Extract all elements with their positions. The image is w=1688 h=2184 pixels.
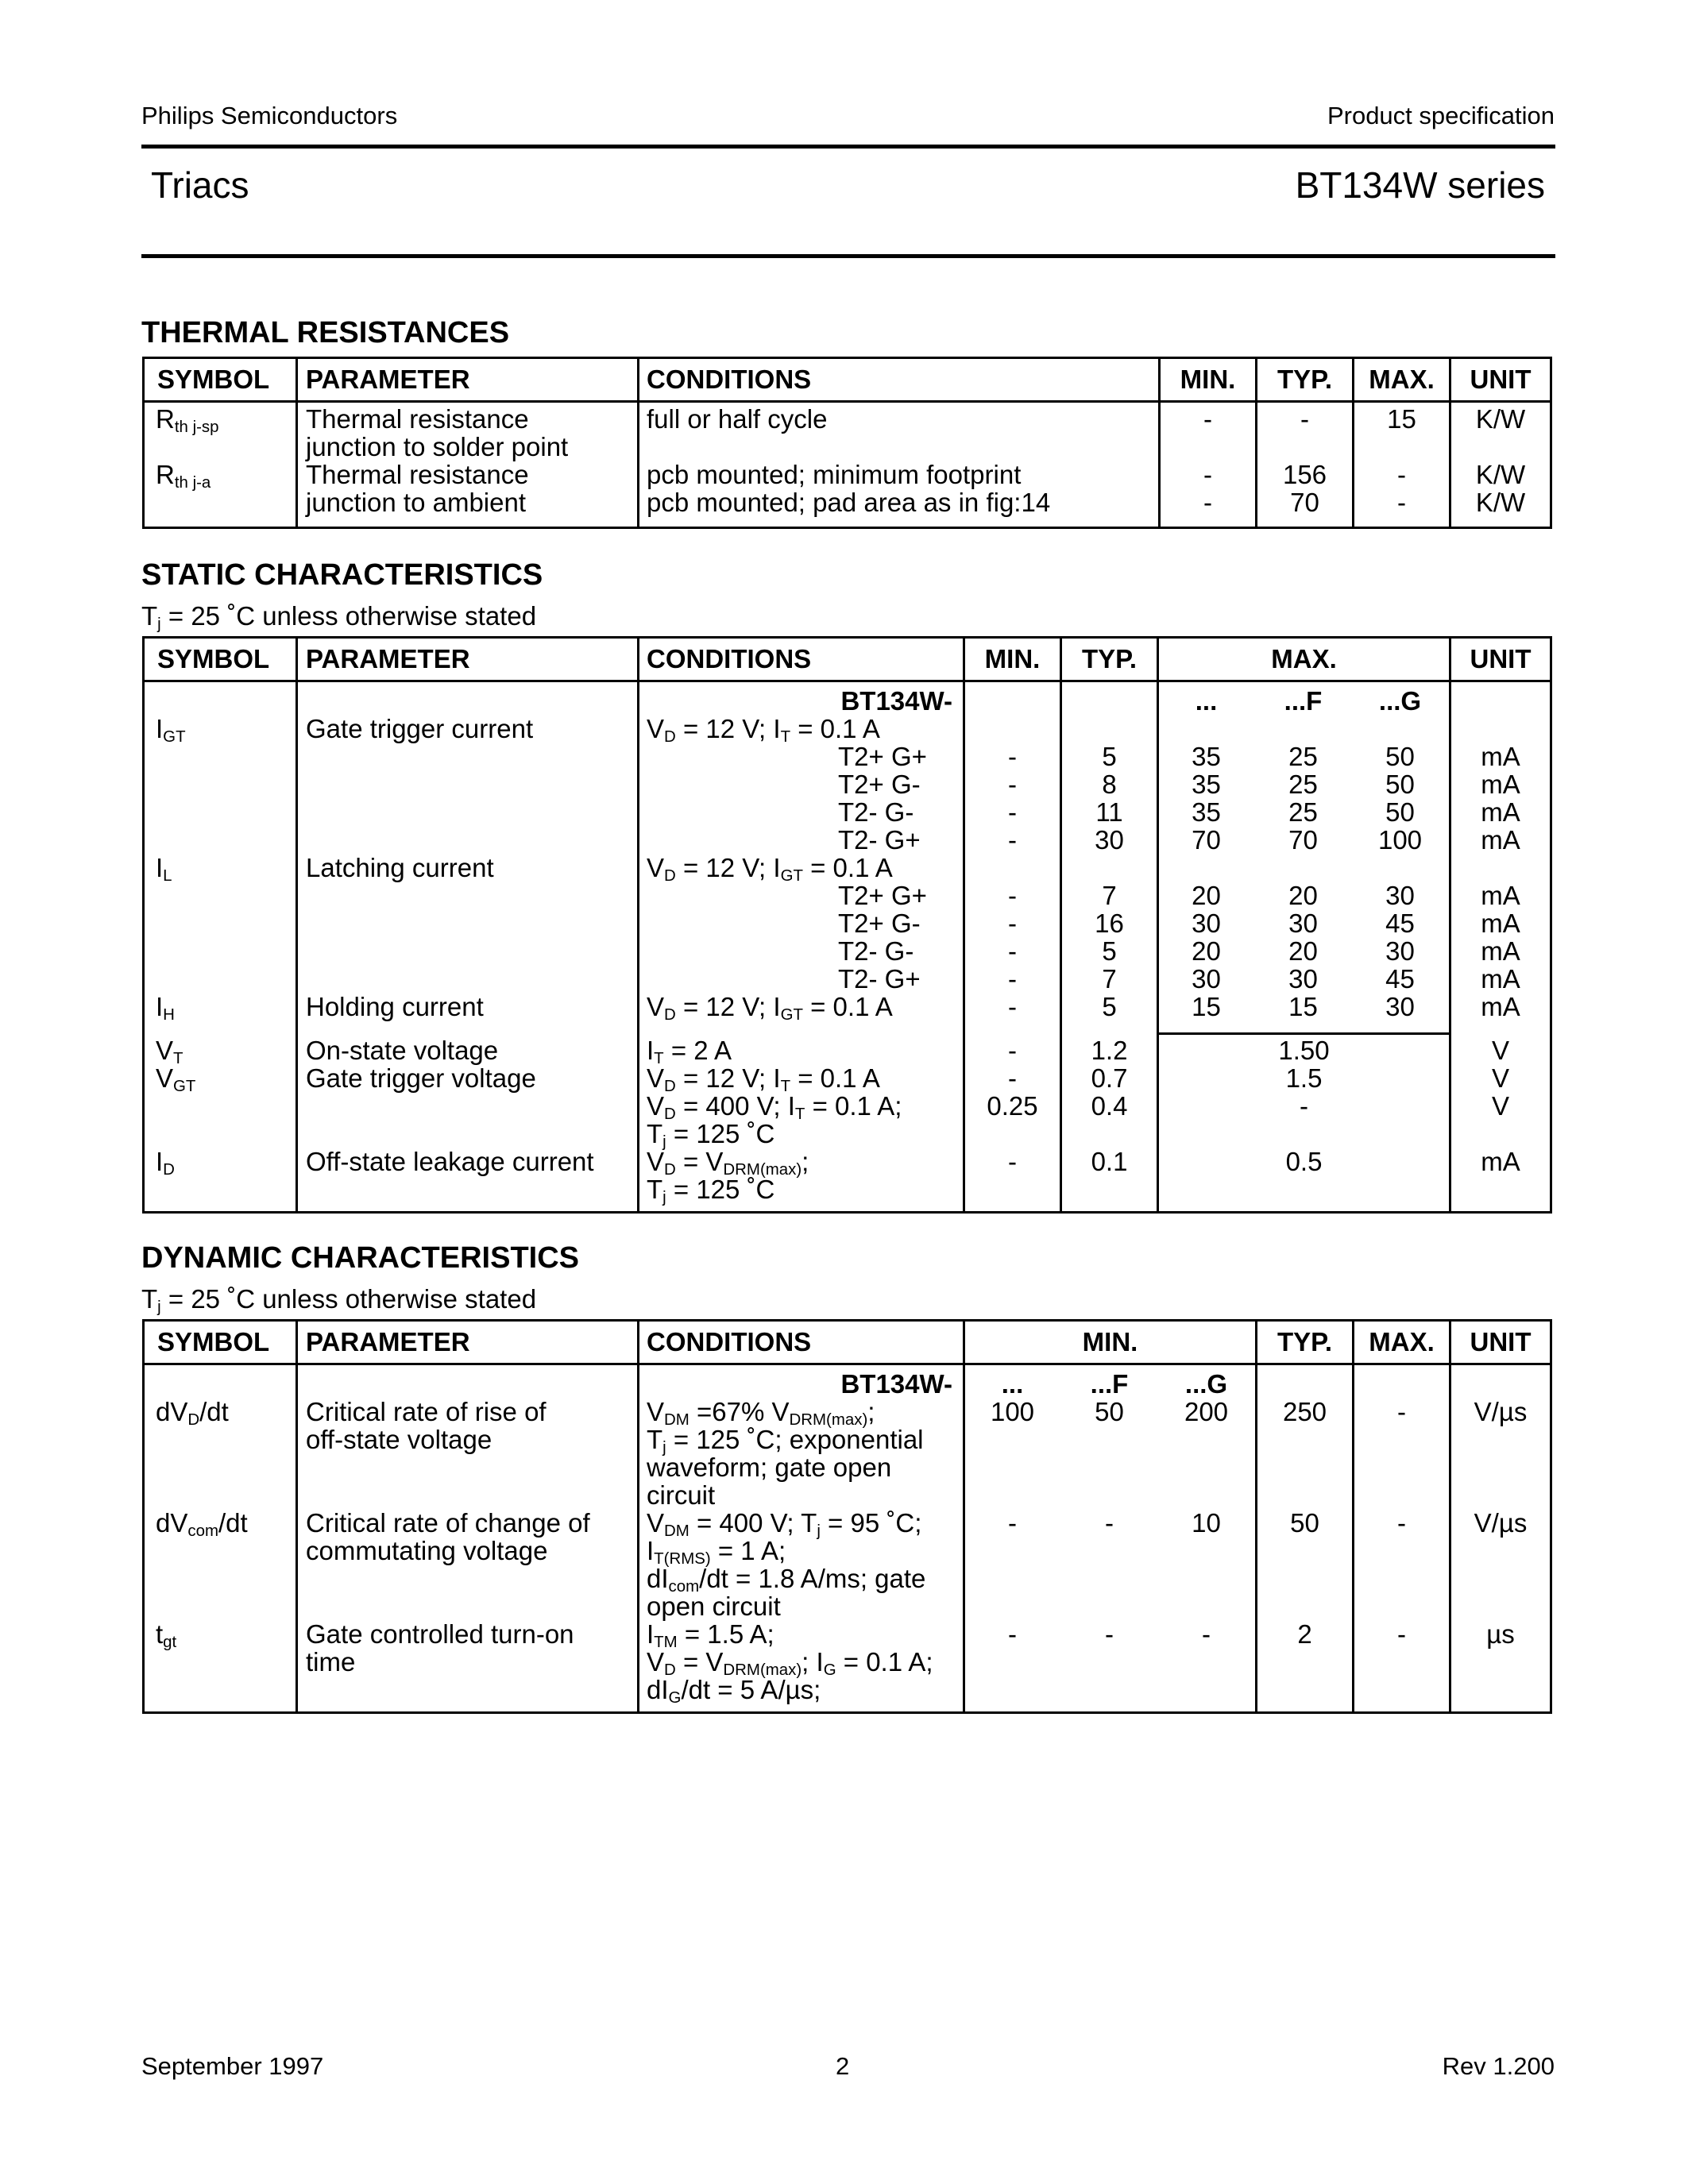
typ-value: 50 bbox=[1290, 1508, 1319, 1538]
header-conditions: CONDITIONS bbox=[647, 644, 812, 673]
static-section-title: STATIC CHARACTERISTICS bbox=[141, 558, 543, 592]
document-type: Product specification bbox=[1327, 102, 1555, 129]
unit-value: K/W bbox=[1475, 460, 1526, 489]
unit-value: V/µs bbox=[1474, 1397, 1528, 1426]
max-value: 1.50 bbox=[1278, 1036, 1330, 1065]
max-value: 100 bbox=[1377, 825, 1423, 855]
condition-text: $V_{DM} = 400$ V; $T_j = 95$ ˚C; bbox=[647, 1508, 922, 1540]
parameter-text: commutating voltage bbox=[306, 1536, 548, 1565]
min-value: - bbox=[1008, 992, 1017, 1021]
min-value: - bbox=[1105, 1619, 1114, 1649]
condition-text: $T_j = 125$ ˚C bbox=[647, 1119, 775, 1151]
condition-text: $dI_{com}/dt = 1.8$ A/ms; gate bbox=[647, 1564, 926, 1596]
header-parameter: PARAMETER bbox=[306, 365, 470, 394]
min-value: - bbox=[1008, 881, 1017, 910]
header-rule-bottom bbox=[141, 254, 1555, 258]
min-value: - bbox=[1008, 797, 1017, 827]
static-condition-note: $T_j = 25$ ˚C unless otherwise stated bbox=[141, 601, 537, 633]
typ-value: - bbox=[1300, 404, 1309, 434]
min-value: - bbox=[1008, 1147, 1017, 1176]
max-value: 25 bbox=[1288, 797, 1318, 827]
parameter-text: off-state voltage bbox=[306, 1425, 492, 1454]
header-conditions: CONDITIONS bbox=[647, 365, 812, 394]
symbol-igt: $I_{GT}$ bbox=[156, 714, 186, 746]
max-value: 20 bbox=[1192, 881, 1221, 910]
max-value: - bbox=[1397, 488, 1406, 517]
header-symbol: SYMBOL bbox=[157, 644, 270, 673]
unit-value: mA bbox=[1481, 770, 1520, 799]
variant-base: ... bbox=[1195, 686, 1218, 716]
table-divider bbox=[145, 680, 1550, 682]
condition-text: $T_j = 125$ ˚C bbox=[647, 1175, 775, 1206]
parameter-text: Gate controlled turn-on bbox=[306, 1619, 574, 1649]
max-value: 25 bbox=[1288, 742, 1318, 771]
condition-text: $V_D = 12$ V; $I_{GT} = 0.1$ A bbox=[647, 992, 893, 1024]
quadrant-label: T2+ G+ bbox=[838, 881, 927, 910]
condition-text: $V_D = 12$ V; $I_T = 0.1$ A bbox=[647, 1063, 880, 1095]
max-value: 25 bbox=[1288, 770, 1318, 799]
condition-text: $V_D = V_{DRM(max)}$; bbox=[647, 1147, 809, 1179]
dynamic-section-title: DYNAMIC CHARACTERISTICS bbox=[141, 1241, 579, 1275]
dynamic-table bbox=[142, 1319, 1552, 1714]
unit-value: V bbox=[1491, 1091, 1509, 1121]
condition-text: $V_D = 12$ V; $I_{GT} = 0.1$ A bbox=[647, 853, 893, 885]
min-value: - bbox=[1203, 460, 1212, 489]
table-divider bbox=[637, 359, 639, 527]
max-value: 15 bbox=[1192, 992, 1221, 1021]
min-value: - bbox=[1008, 1508, 1017, 1538]
min-value: - bbox=[1008, 1619, 1017, 1649]
symbol-tgt: $t_{gt}$ bbox=[156, 1619, 177, 1651]
max-value: 0.5 bbox=[1285, 1147, 1323, 1176]
parameter-text: Off-state leakage current bbox=[306, 1147, 594, 1176]
min-value: - bbox=[1008, 1063, 1017, 1093]
condition-text: full or half cycle bbox=[647, 404, 828, 434]
header-rule-top bbox=[141, 145, 1555, 149]
typ-value: 5 bbox=[1102, 936, 1117, 966]
header-max: MAX. bbox=[1369, 1327, 1435, 1356]
page-number: 2 bbox=[836, 2052, 850, 2080]
table-divider bbox=[1157, 1032, 1449, 1035]
header-parameter: PARAMETER bbox=[306, 1327, 470, 1356]
typ-value: 5 bbox=[1102, 992, 1117, 1021]
parameter-text: junction to solder point bbox=[306, 432, 569, 461]
condition-text: $I_T = 2$ A bbox=[647, 1036, 732, 1067]
variant-g: ...G bbox=[1184, 1369, 1228, 1399]
table-divider bbox=[295, 359, 298, 527]
header-symbol: SYMBOL bbox=[157, 1327, 270, 1356]
max-value: 50 bbox=[1385, 742, 1415, 771]
typ-value: 1.2 bbox=[1091, 1036, 1128, 1065]
product-series: BT134W series bbox=[1295, 164, 1545, 206]
min-value: 10 bbox=[1192, 1508, 1221, 1538]
max-value: 20 bbox=[1288, 936, 1318, 966]
parameter-text: Critical rate of rise of bbox=[306, 1397, 547, 1426]
max-value: 20 bbox=[1288, 881, 1318, 910]
max-value: 30 bbox=[1192, 964, 1221, 994]
unit-value: mA bbox=[1481, 881, 1520, 910]
typ-value: 0.1 bbox=[1091, 1147, 1128, 1176]
max-value: 30 bbox=[1385, 992, 1415, 1021]
typ-value: 11 bbox=[1095, 797, 1123, 827]
max-value: 15 bbox=[1288, 992, 1318, 1021]
condition-text: $I_{TM} = 1.5$ A; bbox=[647, 1619, 774, 1651]
typ-value: 156 bbox=[1282, 460, 1327, 489]
parameter-text: Gate trigger current bbox=[306, 714, 534, 743]
variant-label: BT134W- bbox=[840, 1369, 952, 1399]
table-divider bbox=[295, 1322, 298, 1711]
max-value: 50 bbox=[1385, 797, 1415, 827]
header-max: MAX. bbox=[1271, 644, 1337, 673]
max-value: - bbox=[1397, 460, 1406, 489]
quadrant-label: T2+ G- bbox=[838, 770, 921, 799]
table-divider bbox=[295, 639, 298, 1211]
header-conditions: CONDITIONS bbox=[647, 1327, 812, 1356]
max-value: 70 bbox=[1288, 825, 1318, 855]
min-value: 100 bbox=[990, 1397, 1035, 1426]
condition-text: $V_D = 12$ V; $I_T = 0.1$ A bbox=[647, 714, 880, 746]
symbol-vt: $V_T$ bbox=[156, 1036, 183, 1067]
max-value: 30 bbox=[1288, 964, 1318, 994]
quadrant-label: T2- G- bbox=[838, 936, 914, 966]
condition-text: circuit bbox=[647, 1480, 716, 1510]
header-parameter: PARAMETER bbox=[306, 644, 470, 673]
parameter-text: Thermal resistance bbox=[306, 404, 529, 434]
condition-text: $dI_G/dt = 5$ A/µs; bbox=[647, 1675, 821, 1707]
typ-value: 5 bbox=[1102, 742, 1117, 771]
condition-text: $T_j = 125$ ˚C; exponential bbox=[647, 1425, 924, 1457]
variant-f: ...F bbox=[1090, 1369, 1129, 1399]
unit-value: mA bbox=[1481, 825, 1520, 855]
parameter-text: junction to ambient bbox=[306, 488, 527, 517]
table-divider bbox=[145, 400, 1550, 403]
typ-value: 0.4 bbox=[1091, 1091, 1128, 1121]
header-typ: TYP. bbox=[1277, 365, 1333, 394]
table-divider bbox=[637, 639, 639, 1211]
typ-value: 16 bbox=[1095, 909, 1124, 938]
variant-label: BT134W- bbox=[840, 686, 952, 716]
condition-text: $I_{T(RMS)} = 1$ A; bbox=[647, 1536, 786, 1568]
unit-value: K/W bbox=[1475, 488, 1526, 517]
min-value: - bbox=[1008, 742, 1017, 771]
unit-value: mA bbox=[1481, 936, 1520, 966]
max-value: 45 bbox=[1385, 964, 1415, 994]
footer-revision: Rev 1.200 bbox=[1442, 2052, 1555, 2080]
typ-value: 7 bbox=[1102, 964, 1117, 994]
min-value: - bbox=[1008, 909, 1017, 938]
max-value: 1.5 bbox=[1285, 1063, 1323, 1093]
min-value: - bbox=[1105, 1508, 1114, 1538]
typ-value: 2 bbox=[1297, 1619, 1312, 1649]
unit-value: mA bbox=[1481, 797, 1520, 827]
condition-text: $V_{DM} =67\%$ $V_{DRM(max)}$; bbox=[647, 1397, 875, 1429]
variant-base: ... bbox=[1001, 1369, 1024, 1399]
typ-value: 7 bbox=[1102, 881, 1117, 910]
parameter-text: time bbox=[306, 1647, 356, 1677]
unit-value: V/µs bbox=[1474, 1508, 1528, 1538]
header-unit: UNIT bbox=[1470, 644, 1532, 673]
symbol-dvd-dt: $dV_D/dt$ bbox=[156, 1397, 229, 1429]
variant-g: ...G bbox=[1378, 686, 1422, 716]
min-value: - bbox=[1008, 964, 1017, 994]
unit-value: V bbox=[1491, 1063, 1509, 1093]
min-value: - bbox=[1008, 825, 1017, 855]
quadrant-label: T2- G+ bbox=[838, 825, 921, 855]
min-value: - bbox=[1202, 1619, 1211, 1649]
quadrant-label: T2- G- bbox=[838, 797, 914, 827]
symbol-id: $I_D$ bbox=[156, 1147, 175, 1179]
max-value: 30 bbox=[1288, 909, 1318, 938]
condition-text: pcb mounted; pad area as in fig:14 bbox=[647, 488, 1051, 517]
unit-value: mA bbox=[1481, 992, 1520, 1021]
header-typ: TYP. bbox=[1277, 1327, 1333, 1356]
typ-value: 250 bbox=[1282, 1397, 1327, 1426]
parameter-text: Gate trigger voltage bbox=[306, 1063, 536, 1093]
max-value: - bbox=[1300, 1091, 1308, 1121]
unit-value: V bbox=[1491, 1036, 1509, 1065]
unit-value: mA bbox=[1481, 1147, 1520, 1176]
min-value: 200 bbox=[1184, 1397, 1229, 1426]
header-unit: UNIT bbox=[1470, 1327, 1532, 1356]
max-value: - bbox=[1397, 1619, 1406, 1649]
header-symbol: SYMBOL bbox=[157, 365, 270, 394]
max-value: 20 bbox=[1192, 936, 1221, 966]
min-value: 50 bbox=[1095, 1397, 1124, 1426]
unit-value: µs bbox=[1486, 1619, 1515, 1649]
variant-f: ...F bbox=[1284, 686, 1323, 716]
condition-text: open circuit bbox=[647, 1592, 781, 1621]
header-max: MAX. bbox=[1369, 365, 1435, 394]
parameter-text: Latching current bbox=[306, 853, 494, 882]
max-value: 45 bbox=[1385, 909, 1415, 938]
static-table bbox=[142, 636, 1552, 1214]
header-unit: UNIT bbox=[1470, 365, 1532, 394]
min-value: - bbox=[1203, 488, 1212, 517]
header-typ: TYP. bbox=[1081, 644, 1138, 673]
header-min: MIN. bbox=[1180, 365, 1236, 394]
parameter-text: Thermal resistance bbox=[306, 460, 529, 489]
symbol-rth-jsp: $R_{th j-sp}$ bbox=[156, 404, 219, 436]
company-name: Philips Semiconductors bbox=[141, 102, 398, 129]
parameter-text: On-state voltage bbox=[306, 1036, 499, 1065]
max-value: 50 bbox=[1385, 770, 1415, 799]
max-value: 30 bbox=[1385, 936, 1415, 966]
typ-value: 8 bbox=[1102, 770, 1117, 799]
unit-value: K/W bbox=[1475, 404, 1526, 434]
max-value: - bbox=[1397, 1508, 1406, 1538]
min-value: - bbox=[1008, 770, 1017, 799]
max-value: - bbox=[1397, 1397, 1406, 1426]
symbol-dvcom-dt: $dV_{com}/dt$ bbox=[156, 1508, 248, 1540]
symbol-il: $I_L$ bbox=[156, 853, 172, 885]
max-value: 30 bbox=[1385, 881, 1415, 910]
parameter-text: Holding current bbox=[306, 992, 484, 1021]
condition-text: $V_D = 400$ V; $I_T = 0.1$ A; bbox=[647, 1091, 902, 1123]
typ-value: 70 bbox=[1290, 488, 1319, 517]
footer-date: September 1997 bbox=[141, 2052, 324, 2080]
min-value: - bbox=[1008, 1036, 1017, 1065]
min-value: - bbox=[1203, 404, 1212, 434]
typ-value: 30 bbox=[1095, 825, 1124, 855]
max-value: 35 bbox=[1192, 742, 1221, 771]
min-value: - bbox=[1008, 936, 1017, 966]
condition-text: waveform; gate open bbox=[647, 1453, 892, 1482]
max-value: 35 bbox=[1192, 797, 1221, 827]
dynamic-condition-note: $T_j = 25$ ˚C unless otherwise stated bbox=[141, 1284, 537, 1316]
symbol-ih: $I_H$ bbox=[156, 992, 175, 1024]
max-value: 70 bbox=[1192, 825, 1221, 855]
header-min: MIN. bbox=[984, 644, 1041, 673]
condition-text: $V_D = V_{DRM(max)}$; $I_G = 0.1$ A; bbox=[647, 1647, 933, 1679]
symbol-rth-ja: $R_{th j-a}$ bbox=[156, 460, 211, 492]
thermal-table bbox=[142, 357, 1552, 529]
symbol-vgt: $V_{GT}$ bbox=[156, 1063, 196, 1095]
quadrant-label: T2+ G- bbox=[838, 909, 921, 938]
typ-value: 0.7 bbox=[1091, 1063, 1128, 1093]
min-value: 0.25 bbox=[987, 1091, 1038, 1121]
parameter-text: Critical rate of change of bbox=[306, 1508, 590, 1538]
quadrant-label: T2- G+ bbox=[838, 964, 921, 994]
page-title: Triacs bbox=[151, 164, 249, 206]
thermal-section-title: THERMAL RESISTANCES bbox=[141, 316, 510, 349]
max-value: 15 bbox=[1387, 404, 1416, 434]
max-value: 35 bbox=[1192, 770, 1221, 799]
unit-value: mA bbox=[1481, 742, 1520, 771]
max-value: 30 bbox=[1192, 909, 1221, 938]
condition-text: pcb mounted; minimum footprint bbox=[647, 460, 1022, 489]
unit-value: mA bbox=[1481, 909, 1520, 938]
unit-value: mA bbox=[1481, 964, 1520, 994]
header-min: MIN. bbox=[1082, 1327, 1138, 1356]
table-divider bbox=[145, 1363, 1550, 1365]
quadrant-label: T2+ G+ bbox=[838, 742, 927, 771]
